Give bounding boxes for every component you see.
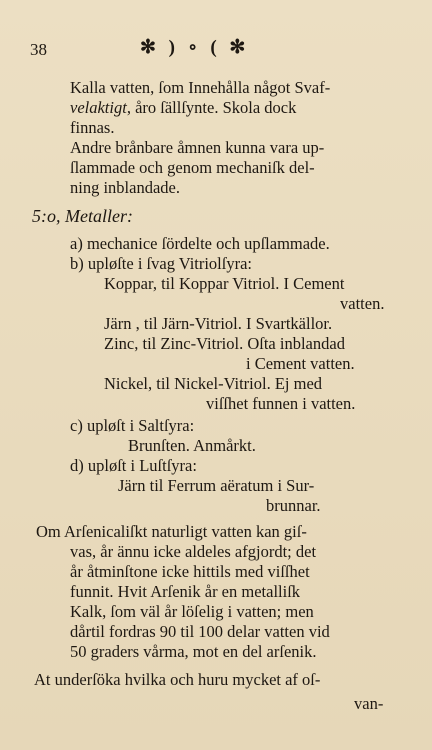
text-line: Nickel, til Nickel-Vitriol. Ej med [104,374,323,393]
text-fragment: , åro ſällſynte. Skola dock [126,98,297,117]
text-line: dårtil fordras 90 til 100 delar vatten vid [70,622,330,641]
text-line: vas, år ännu icke aldeles afgjordt; det [70,542,317,561]
text-line: Kalk, ſom väl år löſelig i vatten; men [70,602,314,621]
text-line: brunnar. [266,496,321,515]
text-line: Zinc, til Zinc-Vitriol. Oſta inblandad [104,334,345,353]
italic-word: velaktigt [70,98,127,117]
text-line [70,98,296,118]
text-line: Järn , til Järn-Vitriol. I Svartkällor. [104,314,333,333]
text-line: c) upløſt i Saltſyra: [70,416,195,435]
text-line: At underſöka hvilka och huru mycket af oſ- [34,670,321,689]
section-heading: 5:o, Metaller: [32,206,133,226]
text-line: a) mechanice ſördelte och upſlammade. [70,234,330,253]
text-line: Brunſten. Anmårkt. [128,436,256,455]
header-ornament: ✻ ) ∘ ( ✻ [140,37,250,58]
text-line: b) upløſte i ſvag Vitriolſyra: [70,254,253,273]
text-line: finnas. [70,118,115,137]
text-line: ning inblandade. [70,178,180,197]
text-line: i Cement vatten. [246,354,355,373]
text-line: viſſhet funnen i vatten. [206,394,356,413]
text-line: Järn til Ferrum aëratum i Sur- [118,476,315,495]
text-line: funnit. Hvit Arſenik år en metalliſk [70,582,301,601]
text-line: Andre brånbare åmnen kunna vara up- [70,138,325,157]
text-line: ſlammade och genom mechaniſk del- [70,158,315,177]
page-number: 38 [30,40,47,59]
text-line: 50 graders vårma, mot en del arſenik. [70,642,317,661]
text-line: vatten. [340,294,385,313]
text-line: år åtminſtone icke hittils med viſſhet [70,562,310,581]
text-line: Koppar, til Koppar Vitriol. I Cement [104,274,345,293]
text-line: Kalla vatten, ſom Innehålla något Svaf- [70,78,331,97]
text-line: Om Arſenicaliſkt naturligt vatten kan giſ- [36,522,307,541]
catchword: van- [354,694,384,713]
text-line: d) upløſt i Luſtſyra: [70,456,197,475]
